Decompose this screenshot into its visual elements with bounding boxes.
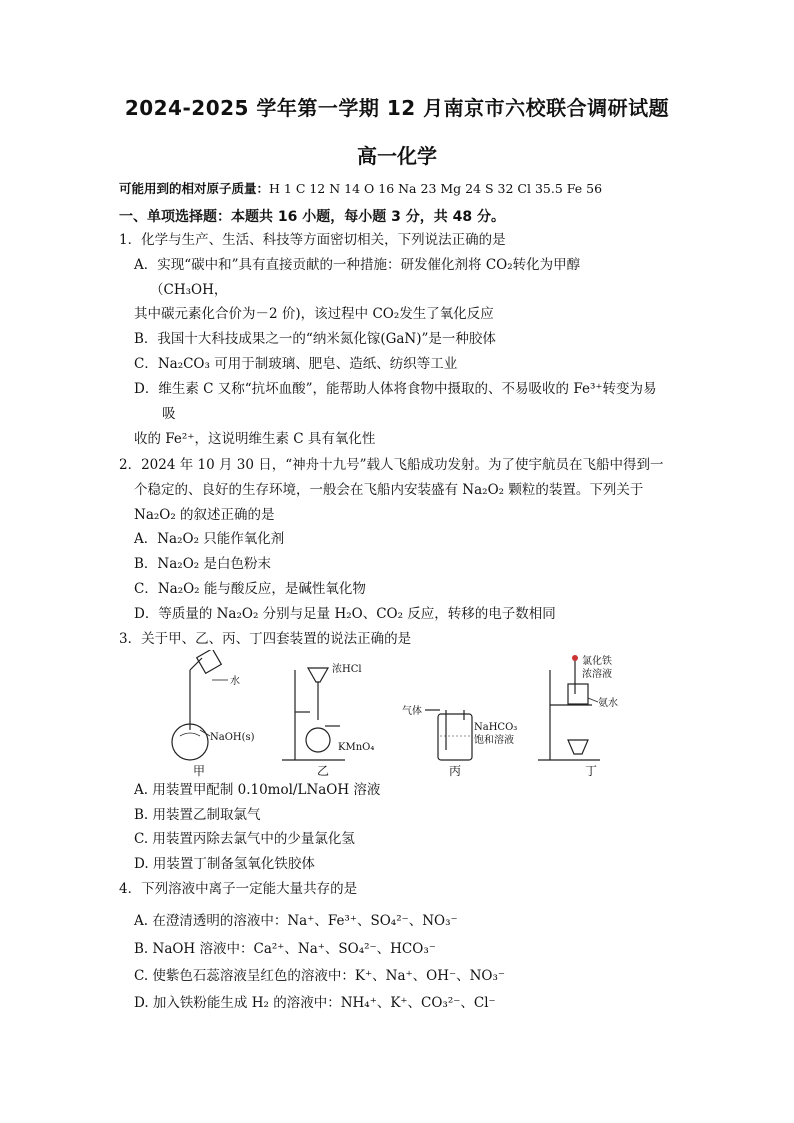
caption-jia: 甲 (193, 764, 206, 778)
q1-option-b: B．我国十大科技成果之一的“纳米氮化镓(GaN)”是一种胶体 (134, 331, 496, 347)
q2-stem-line3: Na₂O₂ 的叙述正确的是 (134, 507, 275, 523)
apparatus-jia (172, 650, 255, 760)
atomic-mass-values: H 1 C 12 N 14 O 16 Na 23 Mg 24 S 32 Cl 35.5 Fe 56 (269, 181, 603, 196)
section-heading: 一、单项选择题：本题共 16 小题，每小题 3 分，共 48 分。 (119, 209, 505, 225)
caption-yi: 乙 (317, 764, 330, 778)
q3-stem: 3．关于甲、乙、丙、丁四套装置的说法正确的是 (119, 631, 412, 647)
label-gas: 气体 (402, 706, 422, 717)
apparatus-figure (170, 650, 640, 778)
q4-stem: 4．下列溶液中离子一定能大量共存的是 (119, 881, 358, 897)
q4-option-a: A. 在澄清透明的溶液中：Na⁺、Fe³⁺、SO₄²⁻、NO₃⁻ (134, 913, 458, 929)
subject-title: 高一化学 (357, 144, 437, 168)
q2-option-a: A．Na₂O₂ 只能作氧化剂 (134, 531, 285, 547)
apparatus-yi (282, 662, 374, 760)
atomic-mass-line (119, 179, 679, 197)
q1-option-a-line3: 其中碳元素化合价为－2 价)，该过程中 CO₂发生了氧化反应 (134, 306, 494, 322)
label-conc-hcl: 浓HCl (332, 664, 362, 675)
q2-option-c: C．Na₂O₂ 能与酸反应，是碱性氧化物 (134, 581, 366, 597)
q3-option-b: B. 用装置乙制取氯气 (134, 807, 261, 823)
q1-option-d-line3: 收的 Fe²⁺，这说明维生素 C 具有氧化性 (134, 431, 376, 447)
q2-stem-line1: 2．2024 年 10 月 30 日，“神舟十九号”载人飞船成功发射。为了使宇航员在飞船中得到一 (119, 457, 664, 473)
label-ammonia: 氨水 (598, 698, 618, 709)
label-nahco3: NaHCO₃ (474, 722, 518, 733)
q3-option-d: D. 用装置丁制备氢氧化铁胶体 (134, 856, 315, 872)
exam-title: 2024-2025 学年第一学期 12 月南京市六校联合调研试题 (124, 96, 670, 120)
q3-option-c: C. 用装置丙除去氯气中的少量氯化氢 (134, 831, 355, 847)
q1-option-c: C．Na₂CO₃ 可用于制玻璃、肥皂、造纸、纺织等工业 (134, 356, 458, 372)
apparatus-bing (402, 704, 517, 760)
q1-option-d-line2: 吸 (162, 406, 176, 422)
label-kmno4: KMnO₄ (338, 742, 375, 753)
atomic-mass-label: 可能用到的相对原子质量： (119, 181, 270, 196)
q4-option-d: D. 加入铁粉能生成 H₂ 的溶液中：NH₄⁺、K⁺、CO₃²⁻、Cl⁻ (134, 995, 496, 1011)
label-saturated-solution: 饱和溶液 (474, 735, 514, 746)
q3-option-a: A. 用装置甲配制 0.10mol/LNaOH 溶液 (134, 782, 381, 798)
q2-option-d: D．等质量的 Na₂O₂ 分别与足量 H₂O、CO₂ 反应，转移的电子数相同 (134, 606, 556, 622)
label-water: 水 (230, 676, 240, 687)
label-fecl3-line2: 浓溶液 (582, 669, 612, 680)
q1-option-d-line1: D．维生素 C 又称“抗坏血酸”，能帮助人体将食物中摄取的、不易吸收的 Fe³⁺转变为易 (134, 381, 657, 397)
q4-option-c: C. 使紫色石蕊溶液呈红色的溶液中：K⁺、Na⁺、OH⁻、NO₃⁻ (134, 968, 506, 984)
q1-option-a-line2: （CH₃OH， (150, 282, 228, 298)
q1-stem: 1．化学与生产、生活、科技等方面密切相关，下列说法正确的是 (119, 232, 506, 248)
q2-stem-line2: 个稳定的、良好的生存环境，一般会在飞船内安装盛有 Na₂O₂ 颗粒的装置。下列关于 (134, 482, 644, 498)
caption-bing: 丙 (449, 764, 462, 778)
label-naoh-solid: NaOH(s) (210, 732, 255, 743)
q4-option-b: B. NaOH 溶液中：Ca²⁺、Na⁺、SO₄²⁻、HCO₃⁻ (134, 941, 436, 957)
q2-option-b: B．Na₂O₂ 是白色粉末 (134, 556, 271, 572)
apparatus-ding (538, 654, 618, 760)
label-fecl3-line1: 氯化铁 (582, 656, 612, 667)
caption-ding: 丁 (585, 764, 598, 778)
q1-option-a-line1: A．实现“碳中和”具有直接贡献的一种措施：研发催化剂将 CO₂转化为甲醇 (134, 257, 581, 273)
